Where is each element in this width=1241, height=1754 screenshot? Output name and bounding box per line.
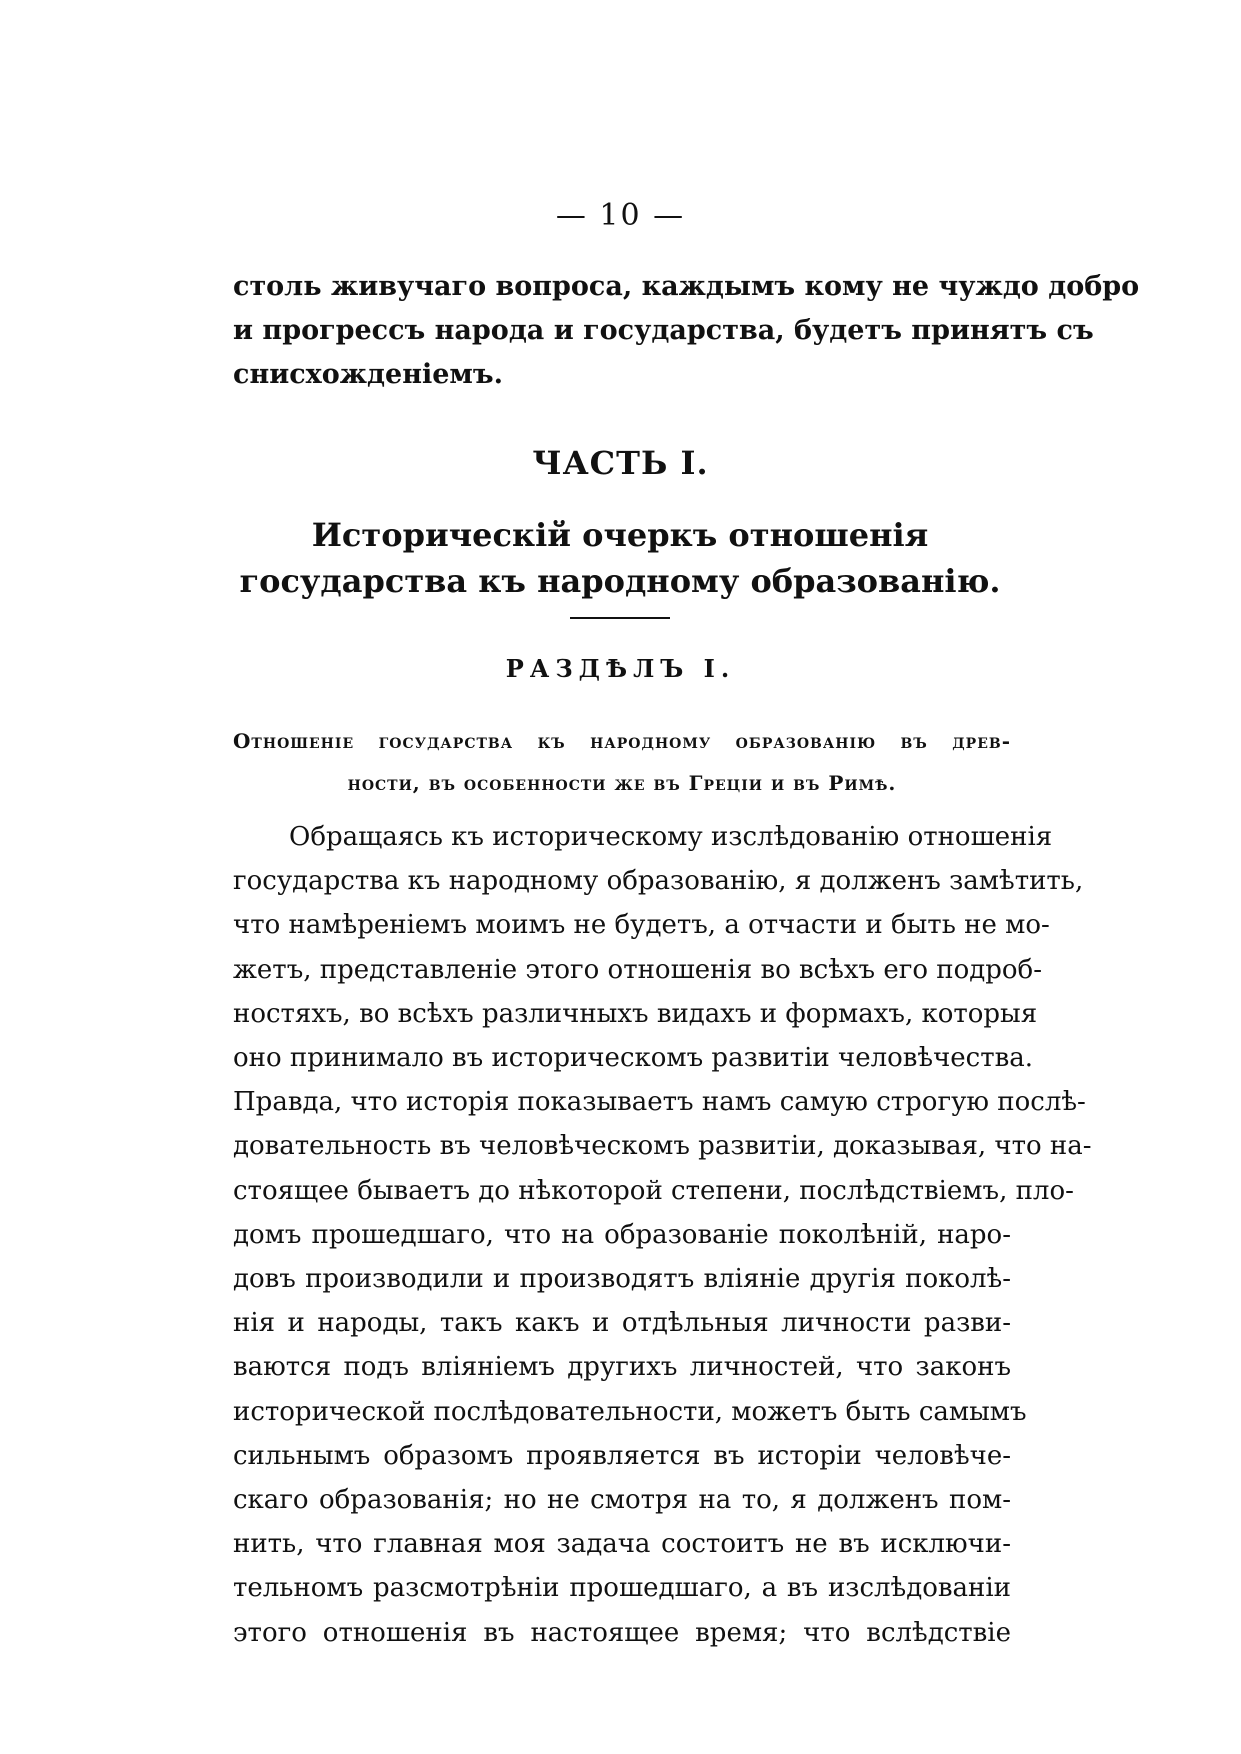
body-line: исторической послѣдовательности, можетъ быть самымъ	[233, 1396, 1027, 1427]
part-heading: Историческій очеркъ отношенія государства къ народному образованію.	[239, 516, 1001, 600]
body-line: этого отношенія въ настоящее время; что вслѣдствіе	[233, 1617, 1011, 1648]
part-title: ЧАСТЬ I.	[532, 444, 709, 482]
body-line: нить, что главная моя задача состоитъ не въ исключи-	[233, 1529, 1011, 1560]
body-line: оно принимало въ историческомъ развитіи человѣчества.	[233, 1043, 1034, 1074]
section-divider	[570, 617, 670, 619]
body-line: довательность въ человѣческомъ развитіи, доказывая, что на-	[233, 1131, 1092, 1162]
body-line: домъ прошедшаго, что на образованіе поколѣній, наро-	[233, 1219, 1011, 1250]
body-line: Правда, что исторія показываетъ намъ самую строгую послѣ-	[233, 1087, 1086, 1118]
carryover-line: столь живучаго вопроса, каждымъ кому не чуждо добро	[233, 271, 1140, 302]
page-number: — 10 —	[555, 198, 686, 233]
body-paragraph	[233, 815, 1092, 1655]
carryover-line: и прогрессъ народа и государства, будетъ принятъ съ	[233, 315, 1094, 346]
body-line: Обращаясь къ историческому изслѣдованію отношенія	[289, 822, 1053, 852]
body-line: стоящее бываетъ до нѣкоторой степени, послѣдствіемъ, пло-	[233, 1175, 1074, 1206]
body-line: ваются подъ вліяніемъ другихъ личностей, что законъ	[233, 1352, 1011, 1383]
body-line: что намѣреніемъ моимъ не будетъ, а отчасти и быть не мо-	[233, 910, 1050, 941]
body-line: жетъ, представленіе этого отношенія во всѣхъ его подроб-	[233, 954, 1042, 985]
body-line: государства къ народному образованію, я долженъ замѣтить,	[233, 866, 1084, 897]
body-line: довъ производили и производятъ вліяніе другія поколѣ-	[233, 1264, 1011, 1295]
section-title: РАЗДѢЛЪ I.	[505, 654, 736, 683]
body-line: сильнымъ образомъ проявляется въ исторіи человѣче-	[233, 1440, 1011, 1471]
carryover-line: снисхожденіемъ.	[233, 359, 503, 390]
section-heading-line: Отношеніе государства къ народному образованію въ древ-	[233, 729, 1011, 753]
section-heading-line: ности, въ особенности же въ Греціи и въ Римѣ.	[347, 771, 897, 795]
body-line: ностяхъ, во всѣхъ различныхъ видахъ и формахъ, которыя	[233, 998, 1038, 1029]
section-heading	[233, 720, 1011, 804]
body-line: тельномъ разсмотрѣніи прошедшаго, а въ изслѣдованіи	[233, 1573, 1011, 1604]
carryover-paragraph	[233, 265, 1140, 397]
body-line: нія и народы, такъ какъ и отдѣльныя личности разви-	[233, 1308, 1011, 1339]
body-line: скаго образованія; но не смотря на то, я долженъ пом-	[233, 1485, 1011, 1516]
